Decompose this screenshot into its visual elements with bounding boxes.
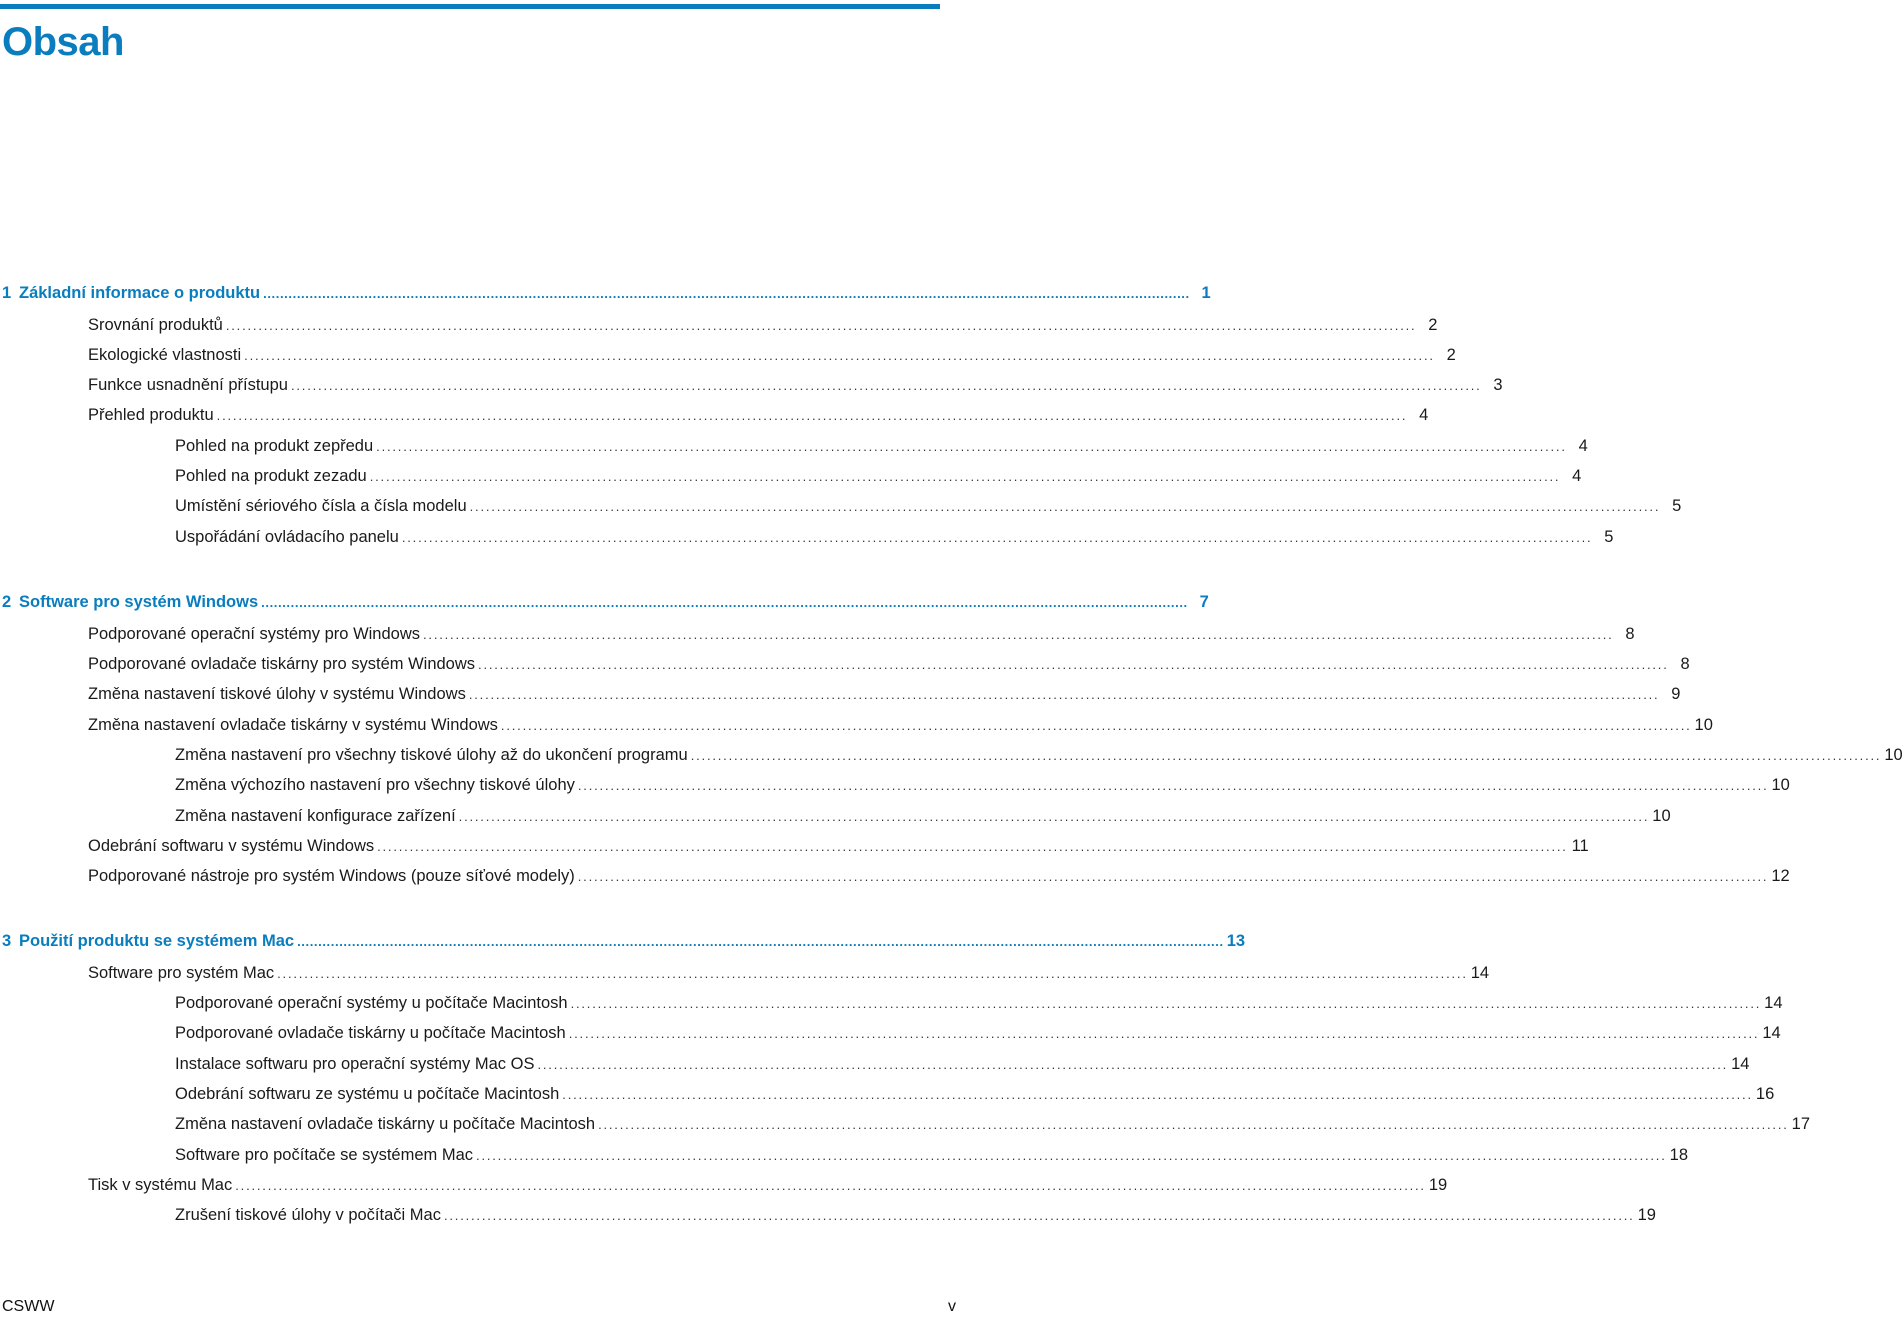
toc-dot-leader: ............................................................................................................................................................................................................................ [297,934,1224,949]
toc-page-number: 17 [1791,1115,1811,1133]
toc-dot-leader: ............................................................................................................................................................................................................................ [577,869,1769,884]
toc-chapter[interactable] [2,929,1246,953]
toc-page-number: 10 [1884,746,1903,764]
toc-entry[interactable] [175,804,1671,828]
toc-chapter-title: Základní informace o produktu [19,284,261,302]
toc-entry[interactable] [88,652,1690,676]
toc-entry[interactable] [88,713,1713,737]
toc-entry[interactable] [175,1203,1656,1227]
toc-entry-label: Zrušení tiskové úlohy v počítači Mac [175,1206,441,1224]
toc-entry[interactable] [175,743,1903,767]
toc-entry[interactable] [175,991,1783,1015]
toc-page-number: 4 [1572,467,1582,485]
toc-dot-leader: ............................................................................................................................................................................................................................ [537,1057,1729,1072]
toc-entry-label: Změna nastavení ovladače tiskárny u počítače Macintosh [175,1115,596,1133]
toc-entry[interactable] [88,682,1681,706]
toc-entry-label: Změna nastavení tiskové úlohy v systému Windows [88,685,466,703]
toc-entry-label: Změna nastavení konfigurace zařízení [175,807,456,825]
toc-entry-label: Software pro počítače se systémem Mac [175,1146,474,1164]
toc-page-number: 10 [1652,807,1671,825]
toc-entry-label: Srovnání produktů [88,316,223,334]
toc-page-number: 3 [1493,376,1503,394]
toc-entry-label: Funkce usnadnění přístupu [88,376,288,394]
toc-dot-leader: ............................................................................................................................................................................................................................ [369,469,1561,484]
toc-dot-leader: ............................................................................................................................................................................................................................ [423,627,1614,642]
toc-dot-leader: ............................................................................................................................................................................................................................ [577,778,1769,793]
toc-entry[interactable] [88,343,1456,367]
toc-page-number: 8 [1680,655,1690,673]
toc-entry-label [2,929,294,953]
toc-entry-label: Tisk v systému Mac [88,1176,233,1194]
toc-page-number: 14 [1731,1055,1750,1073]
toc-chapter-title: Software pro systém Windows [19,593,259,611]
toc-dot-leader: ............................................................................................................................................................................................................................ [235,1178,1426,1193]
toc-page-number: 14 [1762,1024,1781,1042]
toc-dot-leader: ............................................................................................................................................................................................................................ [261,595,1188,610]
toc-dot-leader: ............................................................................................................................................................................................................................ [216,408,1408,423]
toc-entry[interactable] [175,494,1682,518]
toc-entry[interactable] [175,434,1588,458]
toc-entry[interactable] [88,313,1438,337]
toc-chapter-number: 3 [2,932,12,950]
toc-page-number: 13 [1226,932,1246,950]
toc-dot-leader: ............................................................................................................................................................................................................................ [478,657,1669,672]
toc-dot-leader: ............................................................................................................................................................................................................................ [469,499,1661,514]
toc-entry[interactable] [88,1173,1448,1197]
toc-entry-label: Instalace softwaru pro operační systémy Mac OS [175,1055,535,1073]
toc-page-number: 8 [1625,625,1635,643]
toc-entry-label: Podporované ovladače tiskárny u počítače Macintosh [175,1024,566,1042]
toc-page-number: 10 [1771,776,1790,794]
toc-page-number: 2 [1428,316,1438,334]
toc-entry-label: Uspořádání ovládacího panelu [175,528,399,546]
toc-entry[interactable] [175,525,1614,549]
toc-entry-label: Software pro systém Mac [88,964,275,982]
toc-entry[interactable] [88,961,1490,985]
toc-entry-label: Přehled produktu [88,406,214,424]
toc-page-number: 9 [1671,685,1681,703]
toc-entry-label: Změna nastavení pro všechny tiskové úlohy až do ukončení programu [175,746,688,764]
toc-entry-label: Podporované ovladače tiskárny pro systém Windows [88,655,476,673]
toc-entry[interactable] [88,834,1589,858]
toc-dot-leader: ............................................................................................................................................................................................................................ [598,1117,1789,1132]
toc-chapter-number: 2 [2,593,12,611]
toc-chapter-title: Použití produktu se systémem Mac [19,932,295,950]
toc-entry-label: Podporované operační systémy pro Windows [88,625,420,643]
toc-entry[interactable] [175,1052,1750,1076]
toc-entry-label: Pohled na produkt zepředu [175,437,374,455]
toc-page-number: 4 [1578,437,1588,455]
toc-dot-leader: ............................................................................................................................................................................................................................ [568,1026,1760,1041]
toc-dot-leader: ............................................................................................................................................................................................................................ [401,530,1593,545]
toc-entry-label: Podporované nástroje pro systém Windows (pouze síťové modely) [88,867,575,885]
toc-page-number: 7 [1199,593,1209,611]
toc-entry[interactable] [88,373,1503,397]
toc-dot-leader: ............................................................................................................................................................................................................................ [225,318,1417,333]
footer-doc-code: CSWW [2,1298,55,1315]
toc-chapter-number: 1 [2,284,12,302]
toc-page-number: 18 [1669,1146,1688,1164]
toc-page-number: 16 [1755,1085,1775,1103]
toc-entry-label: Změna nastavení ovladače tiskárny v systému Windows [88,716,498,734]
toc-dot-leader: ............................................................................................................................................................................................................................ [377,839,1568,854]
toc-page-number: 14 [1764,994,1783,1012]
toc-dot-leader: ............................................................................................................................................................................................................................ [244,348,1435,363]
toc-dot-leader: ............................................................................................................................................................................................................................ [468,687,1660,702]
toc-entry-label: Odebrání softwaru ze systému u počítače Macintosh [175,1085,560,1103]
toc-page-number: 14 [1470,964,1490,982]
toc-entry-label: Pohled na produkt zezadu [175,467,367,485]
toc-page-number: 10 [1694,716,1713,734]
toc-page-number: 5 [1672,497,1682,515]
toc-page-number: 1 [1201,284,1211,302]
toc-entry-label: Umístění sériového čísla a čísla modelu [175,497,467,515]
toc-dot-leader: ............................................................................................................................................................................................................................ [562,1087,1753,1102]
toc-entry-label: Změna výchozího nastavení pro všechny tiskové úlohy [175,776,575,794]
toc-page-number: 19 [1428,1176,1448,1194]
toc-page-number: 12 [1771,867,1790,885]
toc-page-number: 2 [1446,346,1456,364]
toc-chapter[interactable] [2,281,1211,305]
toc-entry-label: Podporované operační systémy u počítače Macintosh [175,994,568,1012]
toc-page-number: 11 [1571,837,1589,855]
toc-entry[interactable] [175,1082,1775,1106]
toc-entry-label [2,281,260,305]
toc-dot-leader: ............................................................................................................................................................................................................................ [443,1208,1635,1223]
toc-entry[interactable] [88,864,1790,888]
toc-dot-leader: ............................................................................................................................................................................................................................ [458,809,1650,824]
toc-dot-leader: ............................................................................................................................................................................................................................ [376,439,1567,454]
page-title: Obsah [2,20,124,64]
toc-dot-leader: ............................................................................................................................................................................................................................ [290,378,1482,393]
toc-dot-leader: ............................................................................................................................................................................................................................ [500,718,1692,733]
toc-dot-leader: ............................................................................................................................................................................................................................ [476,1148,1667,1163]
toc-entry[interactable] [175,1112,1811,1136]
toc-dot-leader: ............................................................................................................................................................................................................................ [690,748,1882,763]
toc-dot-leader: ............................................................................................................................................................................................................................ [263,286,1190,301]
toc-entry-label: Odebrání softwaru v systému Windows [88,837,375,855]
toc-entry[interactable] [175,1143,1688,1167]
toc-dot-leader: ............................................................................................................................................................................................................................ [570,996,1762,1011]
toc-entry-label: Ekologické vlastnosti [88,346,242,364]
toc-page-number: 4 [1419,406,1429,424]
toc-entry[interactable] [88,403,1429,427]
footer-page-number: v [948,1298,956,1315]
toc-entry[interactable] [88,622,1635,646]
toc-page-number: 19 [1637,1206,1656,1224]
toc-entry[interactable] [175,464,1582,488]
toc-dot-leader: ............................................................................................................................................................................................................................ [277,966,1468,981]
toc-entry[interactable] [175,773,1790,797]
toc-page-number: 5 [1604,528,1614,546]
toc-chapter[interactable] [2,590,1209,614]
toc-entry-label [2,590,258,614]
toc-entry[interactable] [175,1021,1781,1045]
